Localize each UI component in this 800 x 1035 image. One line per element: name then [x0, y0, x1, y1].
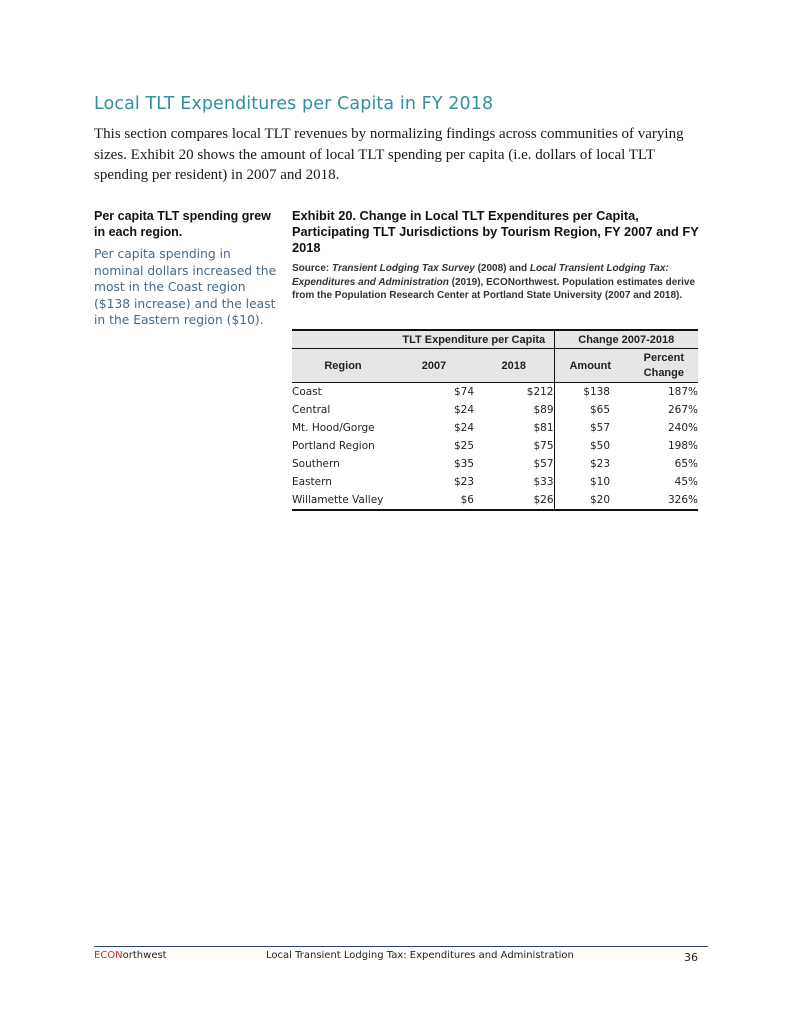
- cell-percent: 198%: [667, 440, 698, 452]
- cell-region: Eastern: [292, 476, 332, 488]
- col-header-2007: 2007: [394, 349, 474, 383]
- col-header-amount: Amount: [554, 349, 626, 383]
- cell-2007: $35: [453, 458, 474, 470]
- col-header-2018: 2018: [474, 349, 554, 383]
- footer-divider: [94, 946, 708, 947]
- cell-2018: $26: [474, 491, 554, 510]
- cell-2018: $75: [474, 437, 554, 455]
- table-row: [292, 419, 698, 437]
- exhibit-title: Exhibit 20. Change in Local TLT Expenditures per Capita, Participating TLT Jurisdictions by Tourism Region, FY 2007 and FY 2018: [292, 208, 699, 255]
- brand-accent: ECON: [94, 950, 123, 961]
- cell-2018: $81: [474, 419, 554, 437]
- cell-2018: $212: [474, 383, 554, 402]
- table-column-header-row: [292, 349, 698, 383]
- cell-amount: $23: [589, 458, 610, 470]
- source-survey-title: Transient Lodging Tax Survey: [332, 263, 475, 274]
- expenditure-table: [292, 329, 698, 511]
- brand-rest: orthwest: [122, 950, 167, 961]
- cell-2018: $33: [474, 473, 554, 491]
- cell-2007: $25: [453, 440, 474, 452]
- intro-paragraph: This section compares local TLT revenues by normalizing findings across communities of varying sizes. Exhibit 20 shows the amount of local TLT spending per capita (i.e. dollars of local TLT spending per resident) in 2007 and 2018.: [94, 126, 684, 183]
- col-header-region: Region: [292, 349, 394, 383]
- cell-percent: 326%: [626, 491, 698, 510]
- group-header-change: Change 2007-2018: [554, 330, 698, 349]
- footer-brand: [94, 950, 167, 961]
- table-row: [292, 455, 698, 473]
- cell-amount: $50: [589, 440, 610, 452]
- cell-region: Portland Region: [292, 440, 375, 452]
- table-row: [292, 473, 698, 491]
- footer-document-title: Local Transient Lodging Tax: Expenditures and Administration: [266, 950, 574, 961]
- cell-region: Willamette Valley: [292, 491, 394, 510]
- table-group-header-row: [292, 330, 698, 349]
- cell-region: Southern: [292, 458, 340, 470]
- cell-amount: $20: [554, 491, 626, 510]
- cell-2007: $24: [453, 422, 474, 434]
- col-header-percent-change: Percent Change: [626, 349, 698, 383]
- table-row: [292, 383, 698, 402]
- exhibit-source: [292, 262, 700, 303]
- cell-region: Mt. Hood/Gorge: [292, 422, 375, 434]
- cell-2007: $23: [453, 476, 474, 488]
- cell-2007: $74: [453, 386, 474, 398]
- cell-region: Coast: [292, 386, 322, 398]
- source-report-title: Local Transient Lodging Tax: Expenditures and Administration: [292, 263, 669, 288]
- cell-2018: $57: [474, 455, 554, 473]
- cell-percent: 267%: [667, 404, 698, 416]
- cell-percent: 65%: [674, 458, 698, 470]
- cell-region: Central: [292, 404, 331, 416]
- table-row: [292, 401, 698, 419]
- table-row: [292, 437, 698, 455]
- cell-2007: $24: [453, 404, 474, 416]
- table-row: [292, 491, 698, 510]
- sidebar-heading: Per capita TLT spending grew in each region.: [94, 209, 271, 239]
- group-header-expenditure: TLT Expenditure per Capita: [394, 330, 554, 349]
- cell-amount: $57: [589, 422, 610, 434]
- cell-percent: 240%: [667, 422, 698, 434]
- exhibit-header: [292, 208, 700, 303]
- cell-percent: 187%: [667, 386, 698, 398]
- cell-amount: $65: [589, 404, 610, 416]
- group-header-blank: [292, 330, 394, 349]
- section-title: Local TLT Expenditures per Capita in FY 2018: [94, 94, 494, 114]
- cell-amount: $138: [583, 386, 610, 398]
- cell-percent: 45%: [674, 476, 698, 488]
- source-prefix: Source:: [292, 263, 333, 274]
- source-suffix: (2019), ECONorthwest. Population estimates derive from the Population Research Center at Portland State University (2007 and 2018).: [292, 276, 696, 301]
- page-number: 36: [684, 951, 698, 964]
- cell-2007: $6: [394, 491, 474, 510]
- sidebar-body: Per capita spending in nominal dollars increased the most in the Coast region ($138 increase) and the least in the Eastern region ($10).: [94, 247, 277, 327]
- cell-2018: $89: [474, 401, 554, 419]
- source-mid: (2008) and: [474, 263, 530, 274]
- sidebar-callout: [94, 208, 280, 329]
- cell-amount: $10: [589, 476, 610, 488]
